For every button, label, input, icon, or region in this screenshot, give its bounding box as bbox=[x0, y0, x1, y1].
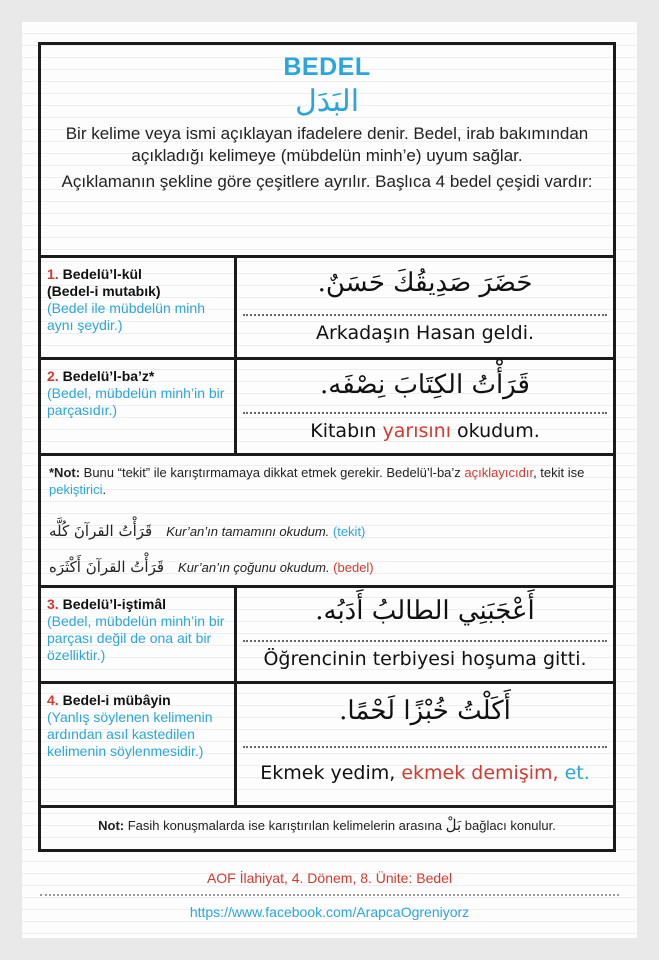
type-4-description: (Yanlış söylenen kelimenin ardından asıl kastedilen kelimenin söylenmesidir.) bbox=[47, 709, 213, 759]
footnote-text-start: Fasih konuşmalarda ise karıştırılan kelimelerin arasına bbox=[124, 818, 446, 833]
type-2-description: (Bedel, mübdelün minh’in bir parçasıdır.) bbox=[47, 385, 225, 418]
type-3-number: 3. bbox=[47, 596, 59, 612]
source-citation: AOF İlahiyat, 4. Dönem, 8. Ünite: Bedel bbox=[206, 870, 453, 886]
type-2-example-cell bbox=[237, 360, 613, 453]
dotted-divider bbox=[243, 314, 607, 316]
type-1-example-cell bbox=[237, 258, 613, 357]
note-example-2 bbox=[49, 558, 374, 576]
footnote-text-end: bağlacı konulur. bbox=[461, 818, 556, 833]
note-text-end: . bbox=[102, 482, 107, 497]
note-text-start: Bunu “tekit” ile karıştırmamaya dikkat etmek gerekir. Bedelü’l-ba’z bbox=[80, 465, 465, 480]
type-2-arabic-example: قَرَأْتُ الكِتَابَ نِصْفَه. bbox=[320, 370, 530, 400]
type-1-translation: Arkadaşın Hasan geldi. bbox=[315, 322, 535, 344]
type-4-translation-highlight: ekmek demişim, bbox=[401, 762, 559, 784]
type-2-number: 2. bbox=[47, 368, 59, 384]
header-section bbox=[41, 45, 613, 255]
type-2-translation-highlight: yarısını bbox=[382, 420, 451, 442]
type-4-example-cell bbox=[237, 684, 613, 805]
note-example-1-arabic: قَرَأْتُ القرآنَ كُلَّه bbox=[49, 522, 153, 540]
type-4-number: 4. bbox=[47, 692, 59, 708]
type-2-translation-start: Kitabın bbox=[310, 420, 383, 442]
type-4-translation-start: Ekmek yedim, bbox=[260, 762, 402, 784]
type-3-description: (Bedel, mübdelün minh’in bir parçası değil de ona ait bir özelliktir.) bbox=[47, 613, 225, 663]
type-1-name: Bedelü’l-kül bbox=[62, 266, 142, 282]
type-3-translation: Öğrencinin terbiyesi hoşuma gitti. bbox=[263, 648, 587, 670]
type-1-number: 1. bbox=[47, 266, 59, 282]
bedel-type-1-row bbox=[41, 255, 613, 357]
type-1-subname: (Bedel-i mutabık) bbox=[47, 283, 161, 299]
type-1-arabic-example: حَضَرَ صَدِيقُكَ حَسَنٌ. bbox=[317, 268, 533, 298]
type-3-name: Bedelü’l-iştimâl bbox=[62, 596, 167, 612]
page-title: BEDEL bbox=[283, 53, 371, 81]
facebook-link[interactable]: https://www.facebook.com/ArapcaOgreniyorz bbox=[189, 904, 470, 920]
note-example-2-tag: (bedel) bbox=[333, 560, 374, 575]
footnote-label: Not: bbox=[98, 818, 125, 833]
footer-divider bbox=[40, 894, 619, 896]
note-highlight-red: açıklayıcıdır bbox=[464, 465, 534, 480]
type-4-name: Bedel-i mübâyin bbox=[62, 692, 171, 708]
bedel-type-3-row bbox=[41, 585, 613, 681]
dotted-divider bbox=[243, 640, 607, 642]
type-1-description: (Bedel ile mübdelün minh aynı şeydir.) bbox=[47, 300, 205, 333]
type-3-arabic-example: أَعْجَبَنِي الطالبُ أَدَبُه. bbox=[315, 596, 535, 626]
type-2-translation-end: okudum. bbox=[450, 420, 540, 442]
footnote-text bbox=[41, 808, 613, 842]
note-example-2-translation: Kur’an’ın çoğunu okudum. bbox=[178, 560, 334, 575]
bedel-type-4-row bbox=[41, 681, 613, 805]
type-2-label-cell bbox=[41, 360, 237, 453]
footnote-section bbox=[41, 805, 613, 849]
type-1-label-cell bbox=[41, 258, 237, 357]
dotted-divider bbox=[243, 412, 607, 414]
intro-paragraph-1: Bir kelime veya ismi açıklayan ifadelere denir. Bedel, irab bakımından açıkladığı kelimeye (mübdelün minh’e) uyum sağlar. bbox=[65, 124, 589, 165]
note-text bbox=[41, 456, 613, 498]
note-highlight-blue: pekiştirici bbox=[49, 482, 103, 497]
arabic-title: البَدَل bbox=[294, 84, 360, 119]
type-2-name: Bedelü’l-ba’z* bbox=[62, 368, 155, 384]
dotted-divider bbox=[243, 746, 607, 748]
note-section bbox=[41, 453, 613, 585]
type-3-label-cell bbox=[41, 588, 237, 681]
type-4-label-cell bbox=[41, 684, 237, 805]
note-text-middle: , tekit ise bbox=[533, 465, 585, 480]
footnote-arabic-word: بَلْ bbox=[445, 816, 462, 834]
note-label: *Not: bbox=[49, 465, 81, 480]
type-4-translation-end: et. bbox=[558, 762, 590, 784]
type-4-translation bbox=[237, 762, 613, 784]
note-example-1-translation: Kur’an’ın tamamını okudum. bbox=[166, 524, 333, 539]
intro-text bbox=[41, 119, 613, 193]
page bbox=[22, 22, 637, 938]
note-example-1 bbox=[49, 522, 365, 540]
note-example-2-arabic: قَرَأْتُ القرآنَ أَكْثَرَه bbox=[49, 558, 165, 576]
type-4-arabic-example: أَكَلْتُ خُبْزًا لَحْمًا. bbox=[339, 696, 511, 726]
type-2-translation bbox=[237, 420, 613, 442]
intro-paragraph-2: Açıklamanın şekline göre çeşitlere ayrılır. Başlıca 4 bedel çeşidi vardır: bbox=[61, 172, 593, 191]
type-3-example-cell bbox=[237, 588, 613, 681]
note-example-1-tag: (tekit) bbox=[332, 524, 366, 539]
bedel-type-2-row bbox=[41, 357, 613, 453]
content-frame bbox=[38, 42, 616, 852]
